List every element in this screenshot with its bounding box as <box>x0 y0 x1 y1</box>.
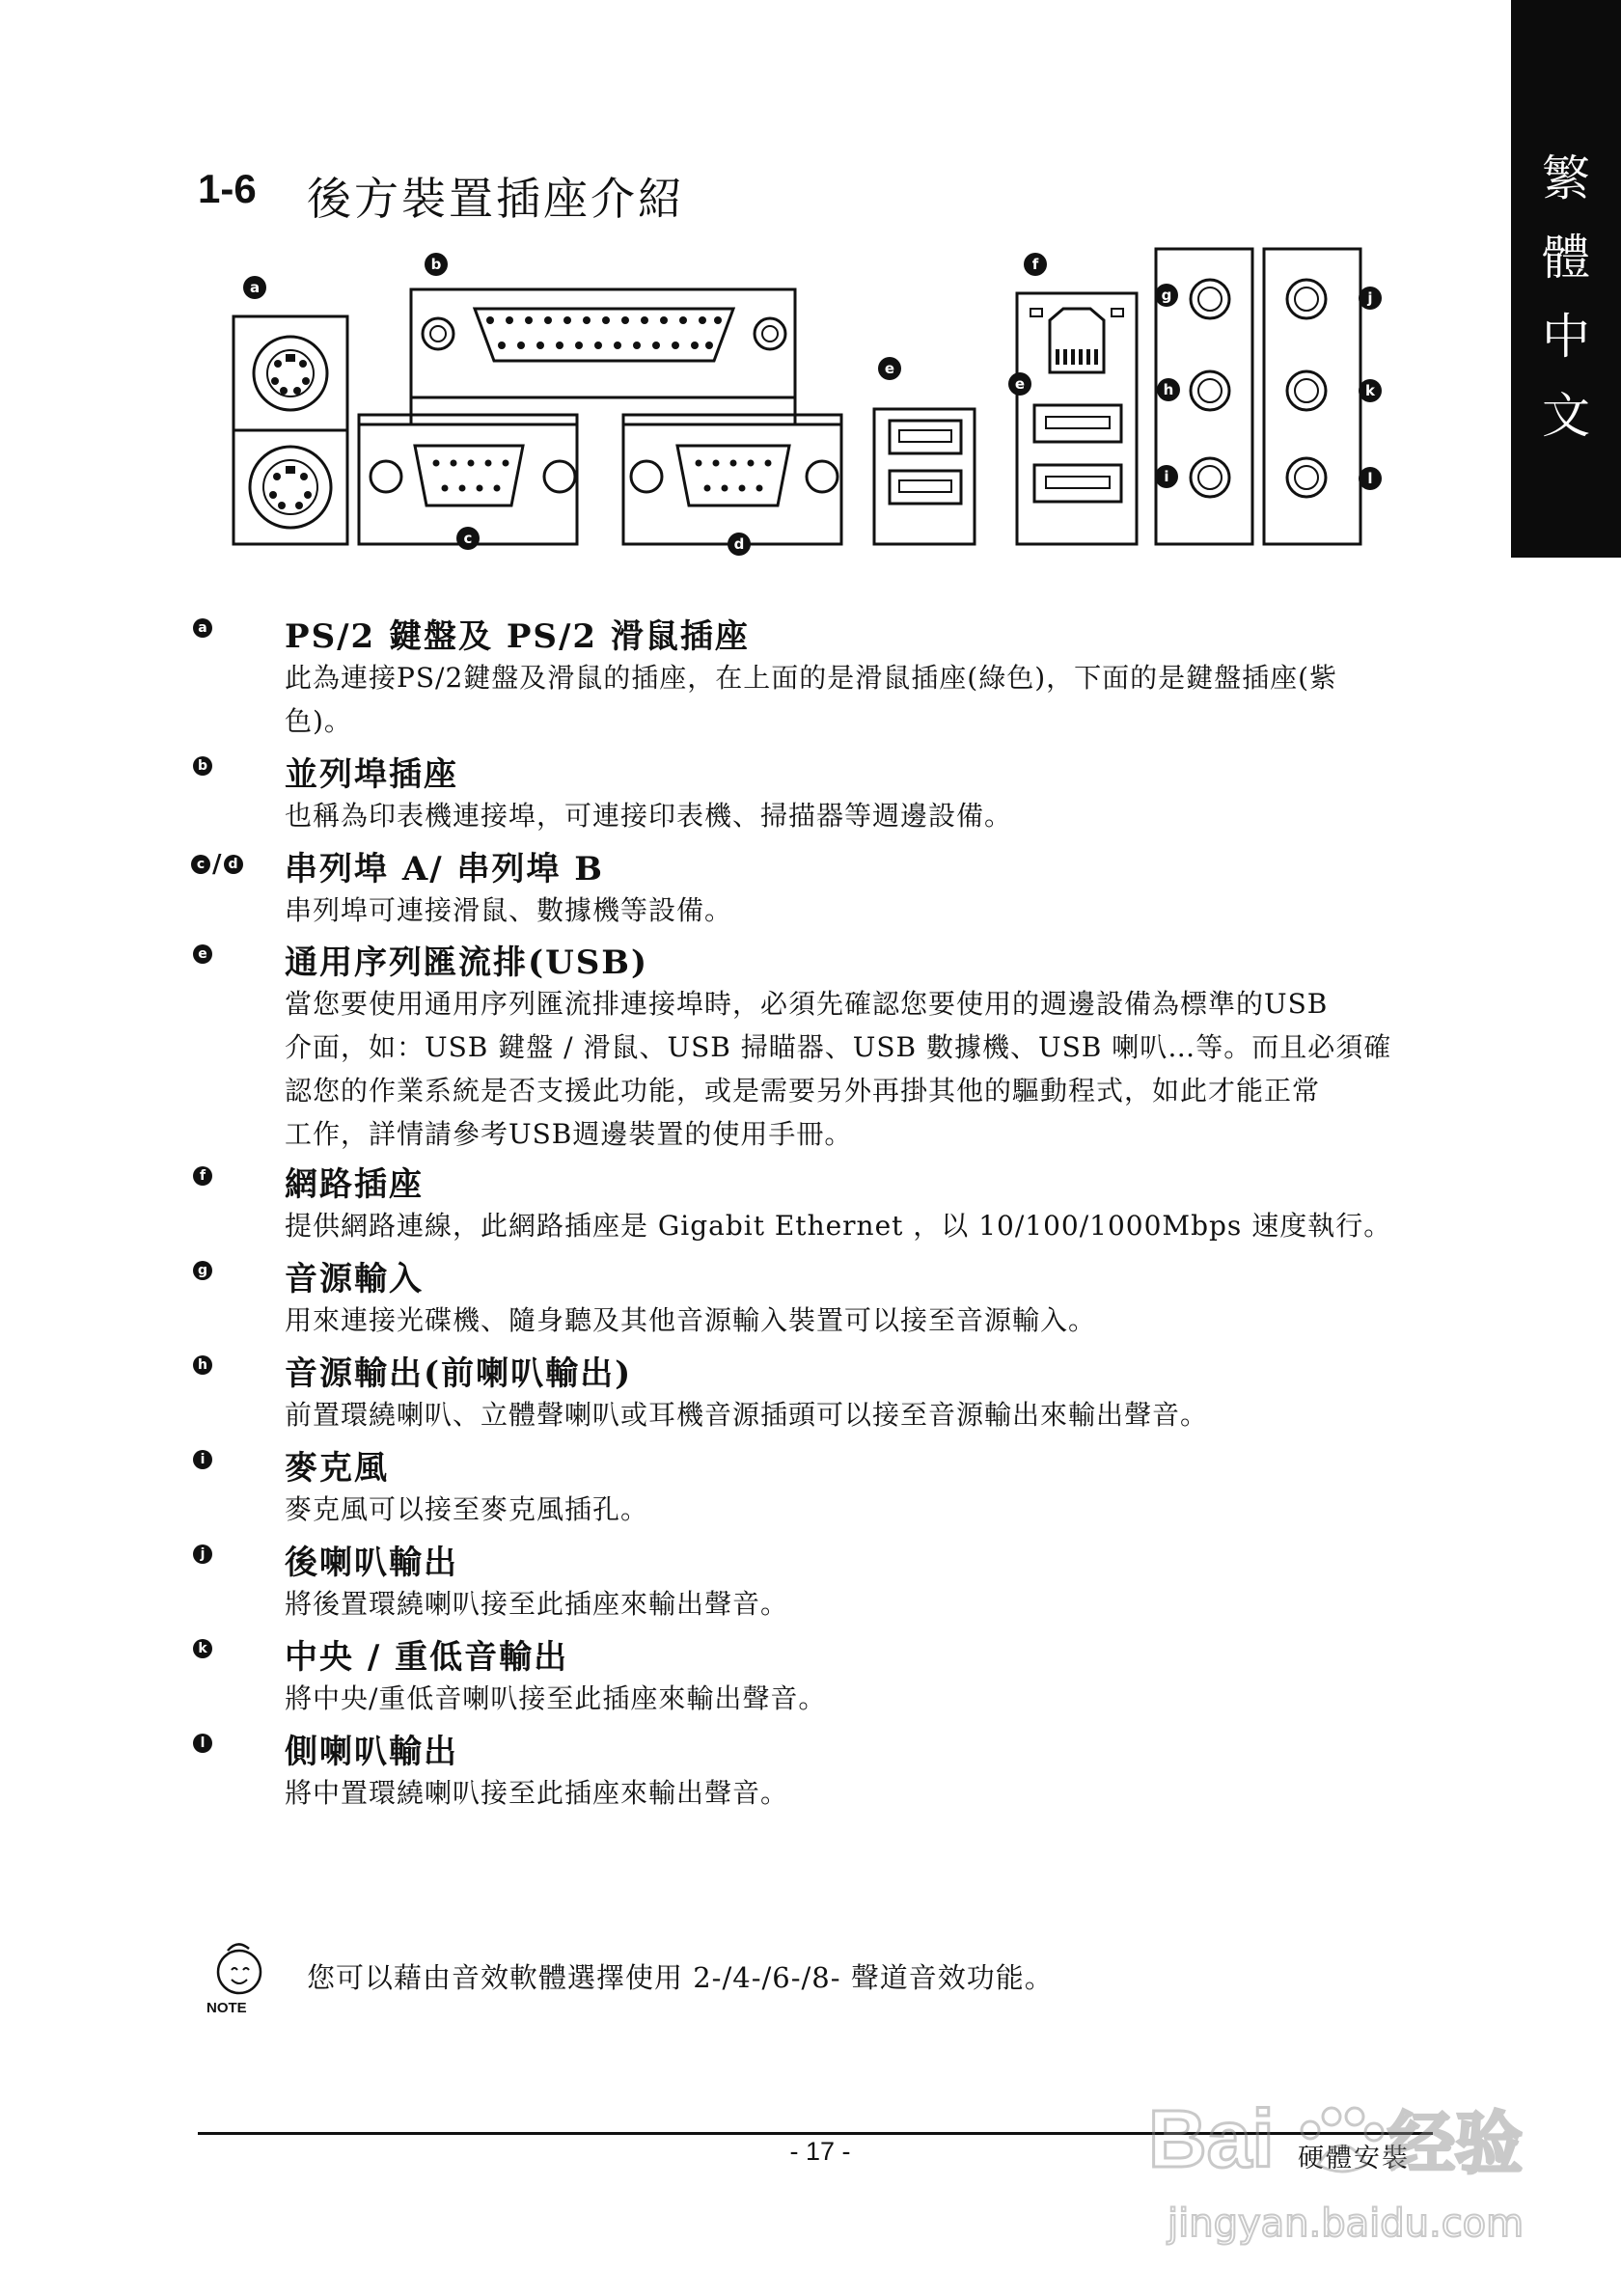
body-line: 將後置環繞喇叭接至此插座來輸出聲音。 <box>285 1588 789 1620</box>
section-number: 1-6 <box>198 166 257 211</box>
item-body <box>285 888 1616 932</box>
footer-section-name: 硬體安裝 <box>1298 2144 1410 2173</box>
section-title: 後方裝置插座介紹 <box>307 173 685 225</box>
lan-usb-ports <box>1014 293 1137 544</box>
svg-text:f: f <box>1031 256 1039 273</box>
item-title: 並列埠插座 <box>285 755 458 794</box>
rear-panel-diagram <box>222 241 1418 569</box>
language-tab-char: 體 <box>1542 230 1590 286</box>
item-body <box>285 1677 1616 1720</box>
note-icon <box>203 1939 270 2016</box>
item-marker: h <box>193 1354 212 1375</box>
svg-text:e: e <box>1014 375 1026 393</box>
item-title: 麥克風 <box>285 1449 389 1488</box>
svg-text:g: g <box>1161 287 1172 304</box>
item-body <box>285 1298 1616 1342</box>
svg-text:j: j <box>1367 289 1373 307</box>
item-marker: l <box>193 1733 212 1753</box>
svg-text:h: h <box>1163 381 1174 398</box>
body-line: 將中置環繞喇叭接至此插座來輸出聲音。 <box>285 1777 789 1809</box>
body-line: 將中央/重低音喇叭接至此插座來輸出聲音。 <box>285 1682 827 1714</box>
body-line: 色)。 <box>285 705 352 737</box>
item-title: 後喇叭輸出 <box>285 1544 458 1582</box>
watermark-url: jingyan.baidu.com <box>1168 2201 1525 2246</box>
callout-h <box>1157 378 1180 401</box>
callout-b <box>425 253 448 276</box>
callout-a <box>243 276 266 299</box>
body-line: 也稱為印表機連接埠，可連接印表機、掃描器等週邊設備。 <box>285 800 1013 832</box>
item-title: PS/2 鍵盤及 PS/2 滑鼠插座 <box>285 617 750 656</box>
body-line: 認您的作業系統是否支援此功能，或是需要另外再掛其他的驅動程式，如此才能正常 <box>285 1075 1321 1107</box>
item-marker: i <box>193 1449 212 1469</box>
item-body <box>285 1582 1616 1626</box>
callout-d <box>728 533 751 556</box>
note-text: 您可以藉由音效軟體選擇使用 2-/4-/6-/8- 聲道音效功能。 <box>307 1961 1054 1994</box>
svg-text:e: e <box>884 360 895 377</box>
body-line: 介面，如：USB 鍵盤 / 滑鼠、USB 掃瞄器、USB 數據機、USB 喇叭…等。而且必須確 <box>285 1031 1392 1063</box>
watermark-brand: Bai <box>1148 2093 1275 2184</box>
callout-k <box>1359 379 1382 402</box>
body-line: 前置環繞喇叭、立體聲喇叭或耳機音源插頭可以接至音源輸出來輸出聲音。 <box>285 1399 1209 1431</box>
body-line: 此為連接PS/2鍵盤及滑鼠的插座，在上面的是滑鼠插座(綠色)，下面的是鍵盤插座(紫 <box>285 662 1338 694</box>
language-tab <box>1511 0 1621 558</box>
item-title: 串列埠 A/ 串列埠 B <box>285 850 605 888</box>
callout-f <box>1024 253 1047 276</box>
svg-text:b: b <box>430 256 442 273</box>
svg-text:d: d <box>733 535 745 553</box>
callout-c <box>456 527 480 550</box>
item-marker: b <box>193 755 212 776</box>
callout-l <box>1359 467 1382 490</box>
language-tab-char: 繁 <box>1542 150 1590 206</box>
item-marker: j <box>193 1544 212 1564</box>
item-title: 通用序列匯流排(USB) <box>285 943 649 982</box>
callout-g <box>1155 284 1178 307</box>
body-line: 提供網路連線，此網路插座是 Gigabit Ethernet ，以 10/100/1000Mbps 速度執行。 <box>285 1210 1392 1242</box>
baidu-watermark <box>1148 2091 1534 2265</box>
paw-icon <box>1302 2108 1383 2172</box>
item-body <box>285 656 1616 743</box>
callout-j <box>1359 287 1382 310</box>
item-body <box>285 1204 1616 1247</box>
item-title: 網路插座 <box>285 1165 424 1204</box>
svg-text:l: l <box>1367 470 1373 487</box>
note-icon-label: NOTE <box>206 2000 247 2016</box>
body-line: 用來連接光碟機、隨身聽及其他音源輸入裝置可以接至音源輸入。 <box>285 1304 1097 1336</box>
page-number: - 17 - <box>789 2137 851 2166</box>
item-title: 中央 / 重低音輸出 <box>285 1638 569 1677</box>
serial-port-b <box>623 415 841 544</box>
serial-port-a <box>359 415 577 544</box>
language-tab-char: 中 <box>1542 309 1590 365</box>
callout-e <box>1008 372 1031 396</box>
svg-text:a: a <box>249 279 261 296</box>
item-marker: f <box>193 1165 212 1186</box>
item-marker: e <box>193 943 212 964</box>
item-body <box>285 1488 1616 1531</box>
callout-e <box>878 357 901 380</box>
language-tab-char: 文 <box>1542 388 1590 444</box>
svg-text:i: i <box>1164 468 1169 485</box>
item-marker: c / d <box>191 850 243 879</box>
item-title: 音源輸出(前喇叭輸出) <box>285 1354 633 1393</box>
body-line: 工作，詳情請參考USB週邊裝置的使用手冊。 <box>285 1118 853 1150</box>
item-title: 側喇叭輸出 <box>285 1733 458 1771</box>
item-marker: g <box>193 1260 212 1280</box>
body-line: 當您要使用通用序列匯流排連接埠時，必須先確認您要使用的週邊設備為標準的USB <box>285 988 1329 1020</box>
audio-jacks <box>1156 249 1360 544</box>
svg-text:c: c <box>463 530 473 547</box>
body-line: 串列埠可連接滑鼠、數據機等設備。 <box>285 894 733 926</box>
svg-text:k: k <box>1365 382 1375 399</box>
item-body <box>285 1393 1616 1436</box>
item-body <box>285 1771 1616 1815</box>
item-marker: a <box>193 617 212 638</box>
item-marker: k <box>193 1638 212 1658</box>
body-line: 麥克風可以接至麥克風插孔。 <box>285 1493 649 1525</box>
ps2-ports <box>234 316 347 544</box>
usb-ports-left <box>874 409 975 544</box>
item-title: 音源輸入 <box>285 1260 424 1298</box>
item-body <box>285 794 1616 837</box>
parallel-port <box>411 289 795 424</box>
watermark-brand-cn: 经验 <box>1387 2104 1523 2183</box>
item-body <box>285 982 1616 1156</box>
callout-i <box>1155 465 1178 488</box>
